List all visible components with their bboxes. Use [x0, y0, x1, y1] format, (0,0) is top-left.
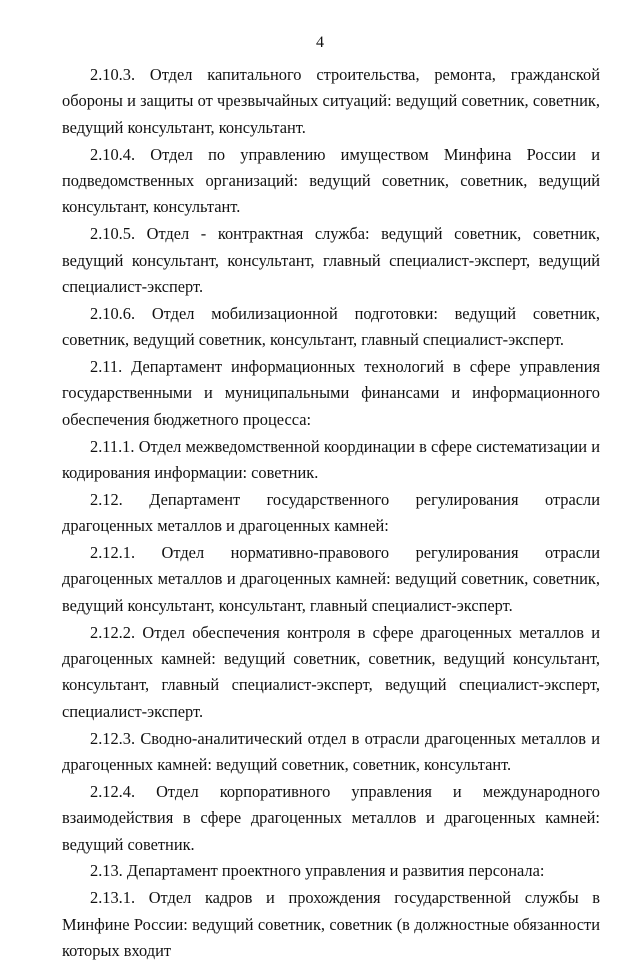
- document-body: [62, 62, 600, 965]
- paragraph-2-11: 2.11. Департамент информационных технологий в сфере управления государственными и муниципальными финансами и информационного обеспечения бюджетного процесса:: [62, 357, 600, 429]
- paragraph-2-12-4: 2.12.4. Отдел корпоративного управления и международного взаимодействия в сфере драгоценных металлов и драгоценных камней: ведущий советник.: [62, 781, 600, 854]
- paragraph-2-12-3: 2.12.3. Сводно-аналитический отдел в отрасли драгоценных металлов и драгоценных камней: ведущий советник, советник, консультант.: [62, 728, 600, 775]
- paragraph-2-13: 2.13. Департамент проектного управления и развития персонала:: [90, 861, 545, 881]
- paragraph-2-12-1: 2.12.1. Отдел нормативно-правового регулирования отрасли драгоценных металлов и драгоценных камней: ведущий советник, советник, ведущий консультант, консультант, главный специалист-эксперт.: [62, 543, 600, 615]
- paragraph-2-10-3: 2.10.3. Отдел капитального строительства, ремонта, гражданской обороны и защиты от чрезвычайных ситуаций: ведущий советник, советник, ведущий консультант, консультант.: [62, 65, 600, 137]
- paragraph-2-12-2: 2.12.2. Отдел обеспечения контроля в сфере драгоценных металлов и драгоценных камней: ведущий советник, советник, ведущий консультант, консультант, главный специалист-эксперт, ведущий специалист-эксперт, специалист-эксперт.: [62, 622, 600, 721]
- paragraph-2-10-6: 2.10.6. Отдел мобилизационной подготовки: ведущий советник, советник, ведущий советник, консультант, главный специалист-эксперт.: [62, 303, 600, 350]
- paragraph-2-13-1: 2.13.1. Отдел кадров и прохождения государственной службы в Минфине России: ведущий советник, советник (в должностные обязанности которых входит: [62, 888, 600, 961]
- paragraph-2-10-5: 2.10.5. Отдел - контрактная служба: ведущий советник, советник, ведущий консультант, консультант, главный специалист-эксперт, ведущий специалист-эксперт.: [62, 224, 600, 297]
- paragraph-2-12: 2.12. Департамент государственного регулирования отрасли драгоценных металлов и драгоценных камней:: [62, 489, 600, 536]
- page-number: 4: [316, 34, 324, 51]
- paragraph-2-11-1: 2.11.1. Отдел межведомственной координации в сфере систематизации и кодирования информации: советник.: [62, 436, 600, 483]
- paragraph-2-10-4: 2.10.4. Отдел по управлению имуществом Минфина России и подведомственных организаций: ведущий советник, советник, ведущий консультант, консультант.: [62, 144, 600, 217]
